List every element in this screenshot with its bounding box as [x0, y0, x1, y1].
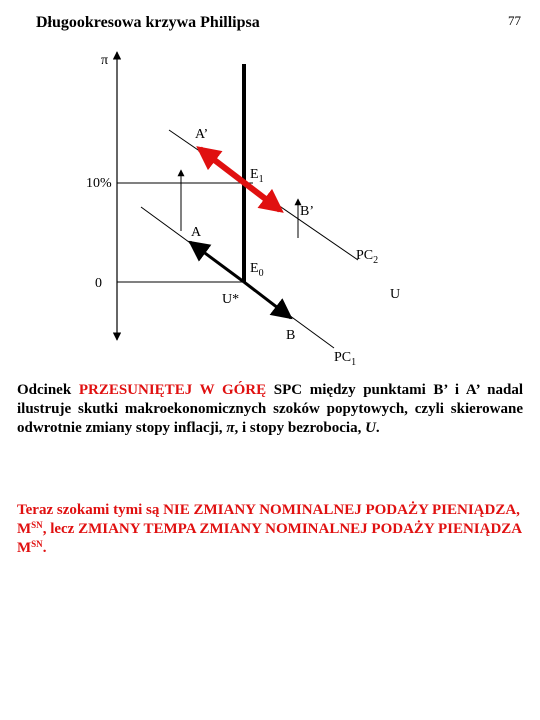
paragraph2-superscript: SN	[31, 539, 43, 549]
paragraph2-text: Teraz szokami tymi są NIE ZMIANY NOMINALNEJ PODAŻY PIENIĄDZA, M	[17, 502, 520, 537]
label-a-prime: A’	[195, 127, 209, 142]
paragraph1-text: Odcinek	[17, 382, 79, 398]
label-e1: $E_1$	[250, 167, 264, 185]
label-a: A	[191, 225, 202, 240]
arrow-to-b	[244, 282, 291, 318]
paragraph1-pi: π	[226, 420, 235, 436]
paragraph2-superscript: SN	[31, 520, 43, 530]
label-pc2: $PC_2$	[356, 248, 379, 266]
page-number: 77	[508, 13, 521, 28]
label-pc1: $PC_1$	[334, 350, 357, 368]
page-title: Długookresowa krzywa Phillipsa	[36, 14, 260, 31]
paragraph1-u: U	[365, 420, 376, 436]
tick-zero: 0	[95, 276, 102, 291]
highlight-arrow	[200, 149, 280, 210]
y-axis-label: π	[101, 53, 109, 68]
x-axis-label: U	[390, 287, 401, 302]
paragraph1-text: , i stopy bezrobocia,	[234, 420, 366, 436]
paragraph1-text: .	[375, 420, 380, 436]
tick-10-percent: 10%	[86, 176, 112, 191]
paragraph-conclusion	[17, 501, 523, 558]
paragraph1-text: SPC między punktami B’ i A’ nadal ilustruje skutki makroekonomicznych szoków popytowych, czyli skierowane odwrotnie zmiany stopy inflacji,	[17, 382, 523, 436]
arrow-to-a	[190, 242, 244, 282]
label-u-star: U*	[222, 292, 240, 307]
label-b: B	[286, 328, 296, 343]
paragraph2-text: .	[42, 540, 47, 556]
paragraph1-highlight: PRZESUNIĘTEJ W GÓRĘ	[78, 382, 267, 398]
label-e0: $E_0$	[250, 261, 264, 279]
paragraph-explanation	[17, 381, 523, 438]
paragraph2-text: , lecz ZMIANY TEMPA ZMIANY NOMINALNEJ PODAŻY PIENIĄDZA M	[17, 521, 522, 556]
label-b-prime: B’	[300, 204, 314, 219]
